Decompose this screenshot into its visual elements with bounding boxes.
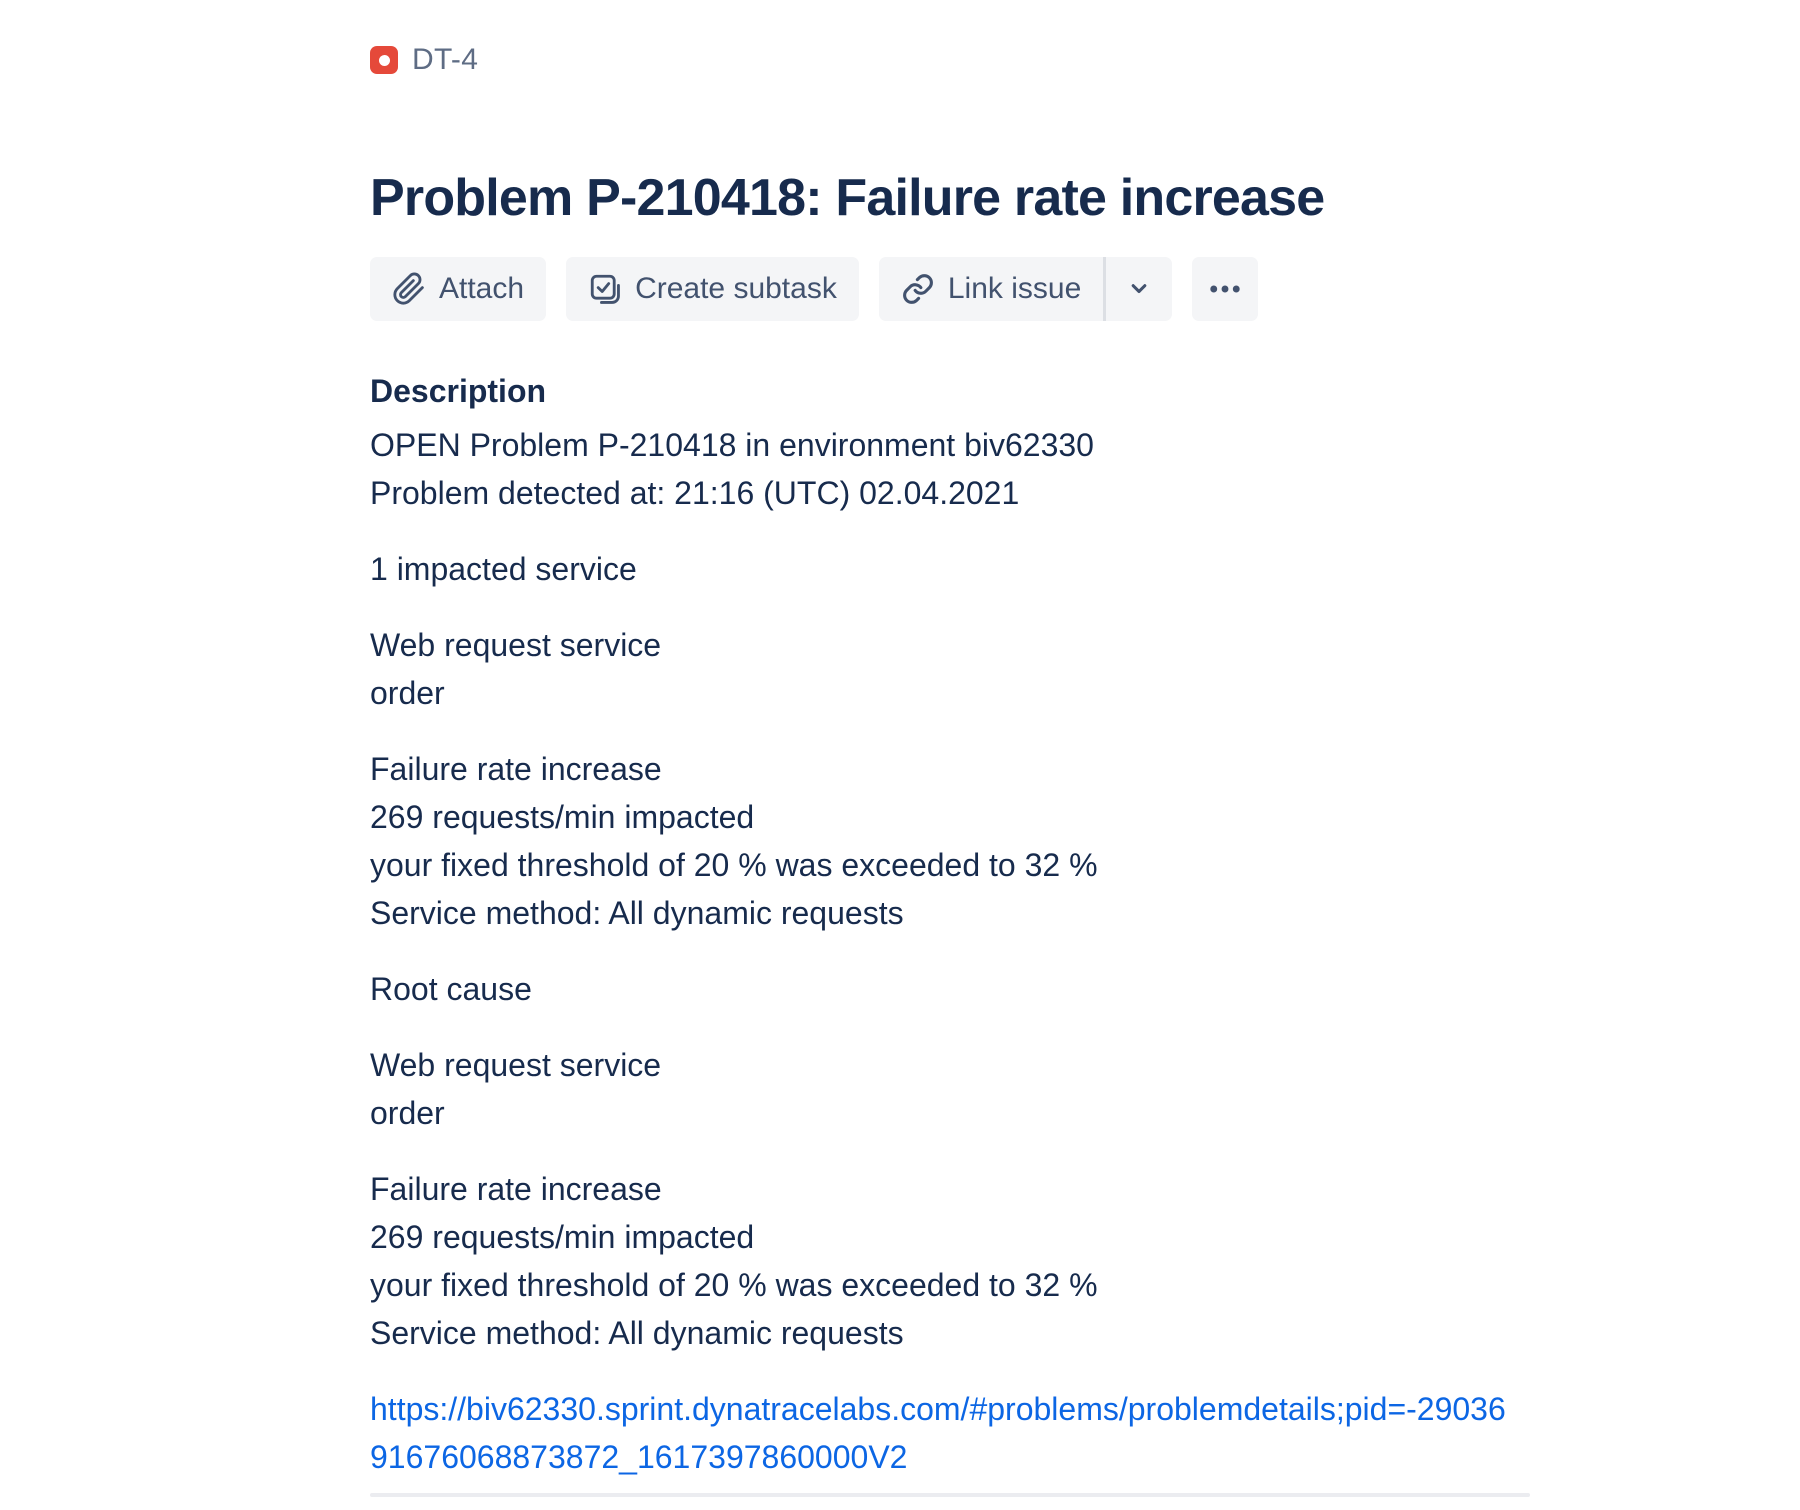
link-issue-button[interactable] <box>879 257 1103 321</box>
section-divider <box>370 1493 1530 1497</box>
link-issue-split-button <box>879 257 1172 321</box>
description-line: Problem detected at: 21:16 (UTC) 02.04.2021 <box>370 475 1020 511</box>
problem-details-link[interactable] <box>370 1385 1530 1481</box>
description-line: 269 requests/min impacted <box>370 799 755 835</box>
description-line: Web request service <box>370 1047 662 1083</box>
description-line: your fixed threshold of 20 % was exceeded to 32 % <box>370 1267 1098 1303</box>
attach-button-label: Attach <box>439 272 525 305</box>
issue-detail-panel <box>370 0 1530 1497</box>
description-paragraph <box>370 1165 1530 1357</box>
description-heading: Description <box>370 373 547 409</box>
attach-button[interactable] <box>370 257 546 321</box>
more-actions-button[interactable] <box>1192 257 1258 321</box>
description-paragraph <box>370 545 1530 593</box>
description-paragraph <box>370 965 1530 1013</box>
description-paragraph <box>370 1041 1530 1137</box>
breadcrumb-issue-key[interactable]: DT-4 <box>412 43 479 76</box>
chain-link-icon <box>901 272 935 306</box>
description-line: 1 impacted service <box>370 551 637 587</box>
create-subtask-button-label: Create subtask <box>635 272 837 305</box>
toolbar <box>370 257 1530 321</box>
description-line: your fixed threshold of 20 % was exceeded to 32 % <box>370 847 1098 883</box>
description-paragraph <box>370 1385 1530 1481</box>
description-line: order <box>370 675 445 711</box>
problem-details-link-line: https://biv62330.sprint.dynatracelabs.com/#problems/problemdetails;pid=-29036 <box>370 1391 1506 1427</box>
description-line: Failure rate increase <box>370 1171 662 1207</box>
description-paragraph <box>370 745 1530 937</box>
description-paragraph <box>370 621 1530 717</box>
ellipsis-icon <box>1207 271 1243 307</box>
description-line: Root cause <box>370 971 532 1007</box>
description-line: Service method: All dynamic requests <box>370 1315 904 1351</box>
description-line: order <box>370 1095 445 1131</box>
description-line: Service method: All dynamic requests <box>370 895 904 931</box>
problem-details-link-line: 91676068873872_1617397860000V2 <box>370 1439 908 1475</box>
description-line: Web request service <box>370 627 662 663</box>
chevron-down-icon <box>1125 274 1153 305</box>
description-line: Failure rate increase <box>370 751 662 787</box>
subtask-check-icon <box>588 272 622 306</box>
description-line: OPEN Problem P-210418 in environment biv62330 <box>370 427 1094 463</box>
breadcrumb <box>370 43 1530 77</box>
description-line: 269 requests/min impacted <box>370 1219 755 1255</box>
description-paragraph <box>370 421 1530 517</box>
paperclip-icon <box>392 272 426 306</box>
bug-icon <box>370 46 398 74</box>
create-subtask-button[interactable] <box>566 257 859 321</box>
link-issue-dropdown-button[interactable] <box>1106 257 1172 321</box>
page-title: Problem P-210418: Failure rate increase <box>370 169 1325 227</box>
link-issue-button-label: Link issue <box>947 272 1082 305</box>
description-body <box>370 421 1530 1481</box>
